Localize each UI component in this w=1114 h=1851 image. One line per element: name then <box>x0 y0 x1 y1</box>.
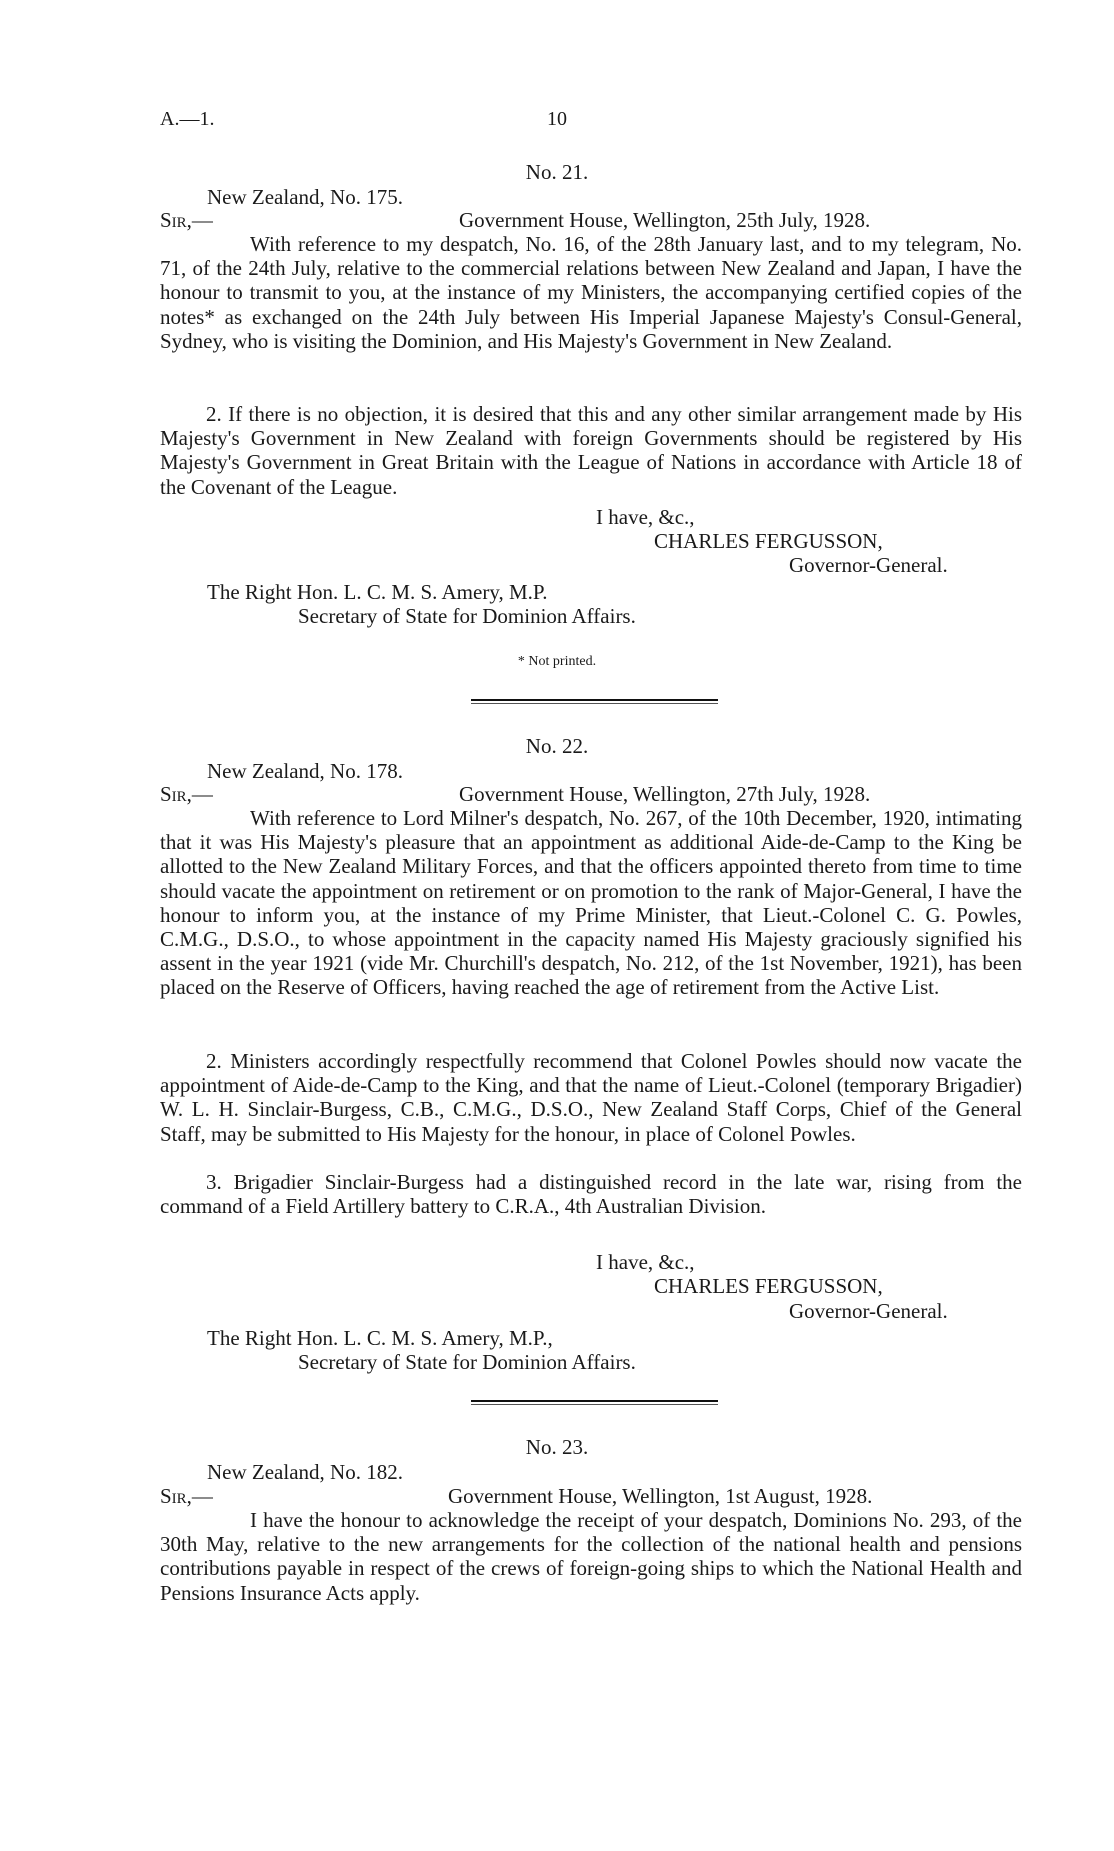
letter-21-salutation: Sir,— <box>160 208 213 232</box>
letter-21-paragraph-2: 2. If there is no objection, it is desired that this and any other similar arrangement made by His Majesty's Government in New Zealand with foreign Governments should be registered by His Majesty's Government in Great Britain with the League of Nations in accordance with Article 18 of the Covenant of the League. <box>160 402 1022 499</box>
section-divider <box>471 1400 718 1402</box>
letter-21-addressee-title: Secretary of State for Dominion Affairs. <box>298 604 636 628</box>
letter-22-paragraph-1: With reference to Lord Milner's despatch, No. 267, of the 10th December, 1920, intimating that it was His Majesty's pleasure that an appointment as additional Aide-de-Camp to the King be allotted to the New Zealand Military Forces, and that the officers appointed thereto from time to time should vacate the appointment on retirement or on promotion to the rank of Major-General, I have the honour to inform you, at the instance of my Prime Minister, that Lieut.-Colonel C. G. Powles, C.M.G., D.S.O., to whose appointment in the capacity named His Majesty graciously signified his assent in the year 1921 (vide Mr. Churchill's despatch, No. 212, of the 1st November, 1921), has been placed on the Reserve of Officers, having reached the age of retirement from the Active List. <box>160 806 1022 1000</box>
letter-21-closing: I have, &c., <box>596 505 695 529</box>
letter-22-paragraph-2: 2. Ministers accordingly respectfully recommend that Colonel Powles should now vacate the appointment of Aide-de-Camp to the King, and that the name of Lieut.-Colonel (temporary Brigadier) W. L. H. Sinclair-Burgess, C.B., C.M.G., D.S.O., New Zealand Staff Corps, Chief of the General Staff, may be submitted to His Majesty for the honour, in place of Colonel Powles. <box>160 1049 1022 1146</box>
letter-22-signatory: CHARLES FERGUSSON, <box>654 1274 883 1298</box>
letter-22-signatory-title: Governor-General. <box>789 1299 948 1323</box>
letter-22-number: No. 22. <box>525 734 589 758</box>
letter-23-paragraph-1: I have the honour to acknowledge the receipt of your despatch, Dominions No. 293, of the 30th May, relative to the new arrangements for the collection of the national health and pensions contributions payable in respect of the crews of foreign-going ships to which the National Health and Pensions Insurance Acts apply. <box>160 1508 1022 1605</box>
letter-21-number: No. 21. <box>525 160 589 184</box>
letter-23-number: No. 23. <box>525 1435 589 1459</box>
section-divider <box>471 699 718 701</box>
letter-22-paragraph-3: 3. Brigadier Sinclair-Burgess had a distinguished record in the late war, rising from the command of a Field Artillery battery to C.R.A., 4th Australian Division. <box>160 1170 1022 1219</box>
letter-22-closing: I have, &c., <box>596 1250 695 1274</box>
letter-21-address: Government House, Wellington, 25th July, 1928. <box>459 208 871 232</box>
section-divider-thin <box>471 703 718 704</box>
letter-22-ref: New Zealand, No. 178. <box>207 759 403 783</box>
letter-21-signatory: CHARLES FERGUSSON, <box>654 529 883 553</box>
letter-21-ref: New Zealand, No. 175. <box>207 185 403 209</box>
letter-22-address: Government House, Wellington, 27th July, 1928. <box>459 782 871 806</box>
letter-21-signatory-title: Governor-General. <box>789 553 948 577</box>
letter-23-address: Government House, Wellington, 1st August, 1928. <box>448 1484 873 1508</box>
page-number: 10 <box>547 108 567 130</box>
footnote: * Not printed. <box>517 654 597 669</box>
document-code: A.—1. <box>160 108 215 130</box>
letter-22-addressee-title: Secretary of State for Dominion Affairs. <box>298 1350 636 1374</box>
letter-23-salutation: Sir,— <box>160 1484 213 1508</box>
letter-21-paragraph-1: With reference to my despatch, No. 16, of the 28th January last, and to my telegram, No. 71, of the 24th July, relative to the commercial relations between New Zealand and Japan, I have the honour to transmit to you, at the instance of my Ministers, the accompanying certified copies of the notes* as exchanged on the 24th July between His Imperial Japanese Majesty's Consul-General, Sydney, who is visiting the Dominion, and His Majesty's Government in New Zealand. <box>160 232 1022 353</box>
section-divider-thin <box>471 1404 718 1405</box>
letter-23-ref: New Zealand, No. 182. <box>207 1460 403 1484</box>
letter-21-addressee: The Right Hon. L. C. M. S. Amery, M.P. <box>207 580 548 604</box>
letter-22-salutation: Sir,— <box>160 782 213 806</box>
letter-22-addressee: The Right Hon. L. C. M. S. Amery, M.P., <box>207 1326 553 1350</box>
